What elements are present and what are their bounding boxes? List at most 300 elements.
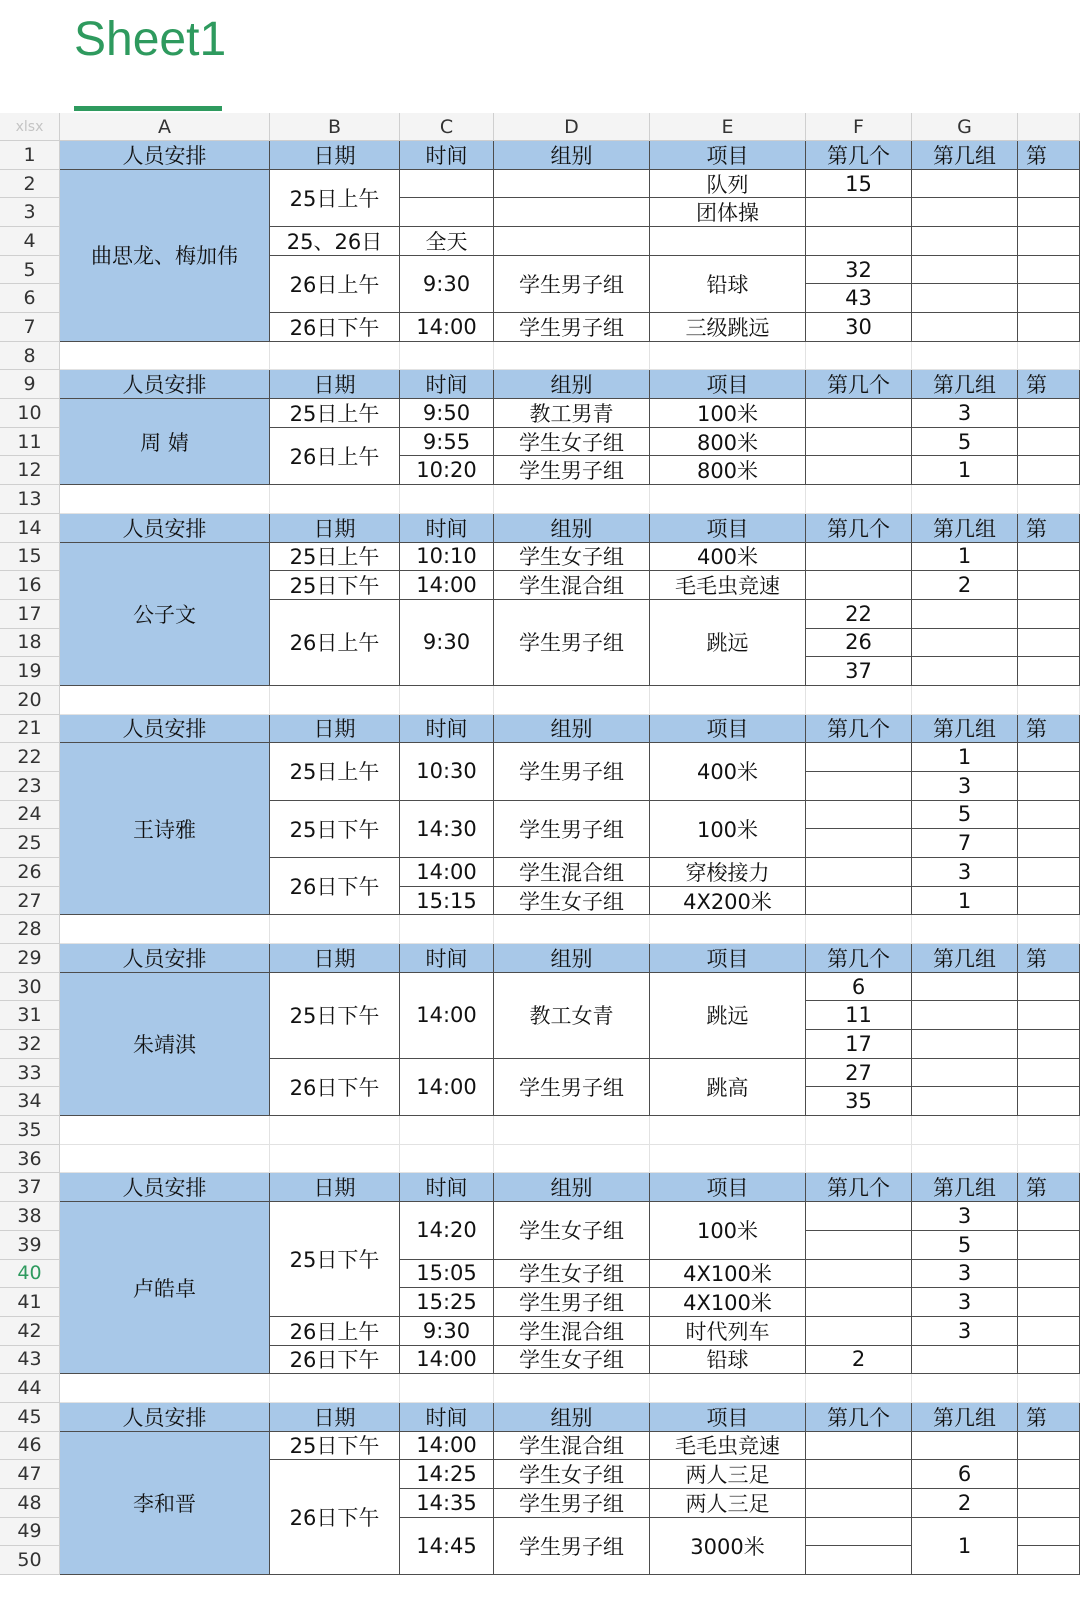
- team-cell[interactable]: 5: [912, 801, 1018, 830]
- column-header-e[interactable]: E: [650, 113, 806, 141]
- column-header-h[interactable]: [1018, 113, 1080, 141]
- empty-cell[interactable]: [494, 915, 650, 944]
- row-header-23[interactable]: 23: [0, 772, 60, 801]
- empty-cell[interactable]: [400, 686, 494, 715]
- time-cell[interactable]: 14:00: [400, 973, 494, 1059]
- number-cell[interactable]: 43: [806, 284, 912, 313]
- item-cell[interactable]: 4X100米: [650, 1288, 806, 1317]
- column-header-a[interactable]: A: [60, 113, 270, 141]
- empty-cell[interactable]: [270, 1116, 400, 1145]
- date-cell[interactable]: 26日下午: [270, 1059, 400, 1116]
- empty-cell[interactable]: [650, 1116, 806, 1145]
- empty-cell[interactable]: [912, 1374, 1018, 1403]
- empty-cell[interactable]: [1018, 1087, 1080, 1116]
- empty-cell[interactable]: [650, 686, 806, 715]
- number-cell[interactable]: 26: [806, 629, 912, 658]
- empty-cell[interactable]: [1018, 227, 1080, 256]
- item-cell[interactable]: [650, 227, 806, 256]
- empty-cell[interactable]: [912, 1116, 1018, 1145]
- header-cell-3[interactable]: 时间: [400, 1173, 494, 1202]
- number-cell[interactable]: [806, 1288, 912, 1317]
- empty-cell[interactable]: [270, 485, 400, 514]
- row-header-12[interactable]: 12: [0, 456, 60, 485]
- number-cell[interactable]: [806, 1260, 912, 1289]
- empty-cell[interactable]: [60, 915, 270, 944]
- team-cell[interactable]: 7: [912, 829, 1018, 858]
- time-cell[interactable]: 14:45: [400, 1518, 494, 1575]
- number-cell[interactable]: 32: [806, 256, 912, 285]
- team-cell[interactable]: 3: [912, 858, 1018, 887]
- row-header-39[interactable]: 39: [0, 1231, 60, 1260]
- team-cell[interactable]: 3: [912, 772, 1018, 801]
- header-cell-7[interactable]: 第几组: [912, 1403, 1018, 1432]
- empty-cell[interactable]: [650, 485, 806, 514]
- team-cell[interactable]: 5: [912, 428, 1018, 457]
- header-cell-2[interactable]: 日期: [270, 370, 400, 399]
- row-header-21[interactable]: 21: [0, 715, 60, 744]
- time-cell[interactable]: 10:20: [400, 456, 494, 485]
- header-cell-7[interactable]: 第几组: [912, 141, 1018, 170]
- empty-cell[interactable]: [494, 485, 650, 514]
- empty-cell[interactable]: [1018, 600, 1080, 629]
- group-cell[interactable]: 学生女子组: [494, 1346, 650, 1375]
- empty-cell[interactable]: [494, 1116, 650, 1145]
- empty-cell[interactable]: [1018, 571, 1080, 600]
- empty-cell[interactable]: [1018, 629, 1080, 658]
- group-cell[interactable]: 学生男子组: [494, 313, 650, 342]
- time-cell[interactable]: 14:35: [400, 1489, 494, 1518]
- empty-cell[interactable]: [650, 915, 806, 944]
- group-cell[interactable]: 学生男子组: [494, 1489, 650, 1518]
- column-header-d[interactable]: D: [494, 113, 650, 141]
- header-cell-3[interactable]: 时间: [400, 944, 494, 973]
- empty-cell[interactable]: [1018, 256, 1080, 285]
- number-cell[interactable]: 15: [806, 170, 912, 199]
- empty-cell[interactable]: [650, 1145, 806, 1174]
- empty-cell[interactable]: [494, 1145, 650, 1174]
- empty-cell[interactable]: [1018, 657, 1080, 686]
- item-cell[interactable]: 跳远: [650, 600, 806, 686]
- row-header-5[interactable]: 5: [0, 256, 60, 285]
- item-cell[interactable]: 队列: [650, 170, 806, 199]
- group-cell[interactable]: 学生男子组: [494, 1288, 650, 1317]
- empty-cell[interactable]: [1018, 313, 1080, 342]
- group-cell[interactable]: 学生男子组: [494, 801, 650, 858]
- empty-cell[interactable]: [912, 342, 1018, 371]
- row-header-1[interactable]: 1: [0, 141, 60, 170]
- row-header-43[interactable]: 43: [0, 1346, 60, 1375]
- item-cell[interactable]: 铅球: [650, 256, 806, 313]
- number-cell[interactable]: 17: [806, 1030, 912, 1059]
- time-cell[interactable]: 14:30: [400, 801, 494, 858]
- header-cell-7[interactable]: 第几组: [912, 944, 1018, 973]
- number-cell[interactable]: 2: [806, 1346, 912, 1375]
- header-cell-2[interactable]: 日期: [270, 944, 400, 973]
- team-cell[interactable]: [912, 227, 1018, 256]
- number-cell[interactable]: [806, 887, 912, 916]
- time-cell[interactable]: 15:25: [400, 1288, 494, 1317]
- empty-cell[interactable]: [1018, 1116, 1080, 1145]
- empty-cell[interactable]: [494, 1374, 650, 1403]
- column-header-b[interactable]: B: [270, 113, 400, 141]
- item-cell[interactable]: 100米: [650, 801, 806, 858]
- group-cell[interactable]: 学生混合组: [494, 571, 650, 600]
- staff-name-cell[interactable]: 卢皓卓: [60, 1202, 270, 1374]
- header-cell-3[interactable]: 时间: [400, 715, 494, 744]
- number-cell[interactable]: [806, 743, 912, 772]
- number-cell[interactable]: [806, 198, 912, 227]
- number-cell[interactable]: [806, 227, 912, 256]
- header-cell-3[interactable]: 时间: [400, 514, 494, 543]
- team-cell[interactable]: 3: [912, 1317, 1018, 1346]
- date-cell[interactable]: 25日下午: [270, 1202, 400, 1317]
- empty-cell[interactable]: [60, 1374, 270, 1403]
- row-header-15[interactable]: 15: [0, 543, 60, 572]
- staff-name-cell[interactable]: 朱靖淇: [60, 973, 270, 1116]
- empty-cell[interactable]: [60, 485, 270, 514]
- group-cell[interactable]: [494, 227, 650, 256]
- empty-cell[interactable]: [400, 915, 494, 944]
- time-cell[interactable]: 10:10: [400, 543, 494, 572]
- group-cell[interactable]: 教工女青: [494, 973, 650, 1059]
- row-header-27[interactable]: 27: [0, 887, 60, 916]
- header-cell-1[interactable]: 人员安排: [60, 944, 270, 973]
- empty-cell[interactable]: [60, 1145, 270, 1174]
- header-cell-partial[interactable]: 第: [1018, 141, 1080, 170]
- empty-cell[interactable]: [1018, 1288, 1080, 1317]
- header-cell-1[interactable]: 人员安排: [60, 370, 270, 399]
- team-cell[interactable]: 1: [912, 887, 1018, 916]
- empty-cell[interactable]: [1018, 1059, 1080, 1088]
- row-header-18[interactable]: 18: [0, 629, 60, 658]
- number-cell[interactable]: [806, 543, 912, 572]
- header-cell-7[interactable]: 第几组: [912, 514, 1018, 543]
- empty-cell[interactable]: [1018, 772, 1080, 801]
- row-header-38[interactable]: 38: [0, 1202, 60, 1231]
- team-cell[interactable]: [912, 313, 1018, 342]
- row-header-40[interactable]: 40: [0, 1260, 60, 1289]
- staff-name-cell[interactable]: 周 婧: [60, 399, 270, 485]
- row-header-10[interactable]: 10: [0, 399, 60, 428]
- date-cell[interactable]: 25日下午: [270, 571, 400, 600]
- row-header-14[interactable]: 14: [0, 514, 60, 543]
- row-header-36[interactable]: 36: [0, 1145, 60, 1174]
- empty-cell[interactable]: [400, 1116, 494, 1145]
- time-cell[interactable]: 15:15: [400, 887, 494, 916]
- row-header-46[interactable]: 46: [0, 1432, 60, 1461]
- time-cell[interactable]: 9:55: [400, 428, 494, 457]
- empty-cell[interactable]: [1018, 428, 1080, 457]
- row-header-13[interactable]: 13: [0, 485, 60, 514]
- header-cell-1[interactable]: 人员安排: [60, 141, 270, 170]
- staff-name-cell[interactable]: 李和晋: [60, 1432, 270, 1575]
- number-cell[interactable]: 22: [806, 600, 912, 629]
- row-header-45[interactable]: 45: [0, 1403, 60, 1432]
- item-cell[interactable]: 400米: [650, 743, 806, 800]
- team-cell[interactable]: [912, 1001, 1018, 1030]
- group-cell[interactable]: [494, 198, 650, 227]
- team-cell[interactable]: [912, 657, 1018, 686]
- team-cell[interactable]: [912, 1030, 1018, 1059]
- row-header-8[interactable]: 8: [0, 342, 60, 371]
- empty-cell[interactable]: [1018, 1030, 1080, 1059]
- empty-cell[interactable]: [806, 1145, 912, 1174]
- number-cell[interactable]: 30: [806, 313, 912, 342]
- item-cell[interactable]: 3000米: [650, 1518, 806, 1575]
- column-header-f[interactable]: F: [806, 113, 912, 141]
- empty-cell[interactable]: [1018, 1374, 1080, 1403]
- number-cell[interactable]: [806, 456, 912, 485]
- number-cell[interactable]: [806, 829, 912, 858]
- time-cell[interactable]: [400, 198, 494, 227]
- date-cell[interactable]: 26日上午: [270, 428, 400, 485]
- empty-cell[interactable]: [1018, 284, 1080, 313]
- row-header-50[interactable]: 50: [0, 1546, 60, 1575]
- time-cell[interactable]: 14:00: [400, 1346, 494, 1375]
- empty-cell[interactable]: [806, 1374, 912, 1403]
- empty-cell[interactable]: [1018, 1145, 1080, 1174]
- header-cell-6[interactable]: 第几个: [806, 1173, 912, 1202]
- header-cell-6[interactable]: 第几个: [806, 514, 912, 543]
- header-cell-partial[interactable]: 第: [1018, 514, 1080, 543]
- time-cell[interactable]: 全天: [400, 227, 494, 256]
- time-cell[interactable]: 14:00: [400, 1432, 494, 1461]
- row-header-31[interactable]: 31: [0, 1001, 60, 1030]
- staff-name-cell[interactable]: 公子文: [60, 543, 270, 686]
- header-cell-4[interactable]: 组别: [494, 514, 650, 543]
- empty-cell[interactable]: [912, 485, 1018, 514]
- empty-cell[interactable]: [650, 342, 806, 371]
- team-cell[interactable]: [912, 284, 1018, 313]
- empty-cell[interactable]: [912, 686, 1018, 715]
- empty-cell[interactable]: [270, 686, 400, 715]
- header-cell-4[interactable]: 组别: [494, 141, 650, 170]
- row-header-35[interactable]: 35: [0, 1116, 60, 1145]
- staff-name-cell[interactable]: 曲思龙、梅加伟: [60, 170, 270, 342]
- item-cell[interactable]: 4X200米: [650, 887, 806, 916]
- group-cell[interactable]: 学生男子组: [494, 456, 650, 485]
- group-cell[interactable]: 学生混合组: [494, 1317, 650, 1346]
- date-cell[interactable]: 25日下午: [270, 801, 400, 858]
- item-cell[interactable]: 毛毛虫竞速: [650, 1432, 806, 1461]
- column-header-g[interactable]: G: [912, 113, 1018, 141]
- header-cell-2[interactable]: 日期: [270, 1403, 400, 1432]
- empty-cell[interactable]: [1018, 399, 1080, 428]
- row-header-48[interactable]: 48: [0, 1489, 60, 1518]
- empty-cell[interactable]: [806, 342, 912, 371]
- header-cell-7[interactable]: 第几组: [912, 715, 1018, 744]
- empty-cell[interactable]: [1018, 1432, 1080, 1461]
- empty-cell[interactable]: [60, 1116, 270, 1145]
- item-cell[interactable]: 毛毛虫竞速: [650, 571, 806, 600]
- date-cell[interactable]: 25日下午: [270, 973, 400, 1059]
- time-cell[interactable]: 14:25: [400, 1460, 494, 1489]
- row-header-42[interactable]: 42: [0, 1317, 60, 1346]
- empty-cell[interactable]: [1018, 829, 1080, 858]
- header-cell-1[interactable]: 人员安排: [60, 1403, 270, 1432]
- team-cell[interactable]: 2: [912, 1489, 1018, 1518]
- team-cell[interactable]: 5: [912, 1231, 1018, 1260]
- time-cell[interactable]: 9:30: [400, 600, 494, 686]
- empty-cell[interactable]: [1018, 686, 1080, 715]
- empty-cell[interactable]: [1018, 1489, 1080, 1518]
- time-cell[interactable]: 14:00: [400, 1059, 494, 1116]
- row-header-22[interactable]: 22: [0, 743, 60, 772]
- date-cell[interactable]: 26日上午: [270, 256, 400, 313]
- empty-cell[interactable]: [1018, 198, 1080, 227]
- item-cell[interactable]: 团体操: [650, 198, 806, 227]
- empty-cell[interactable]: [1018, 1231, 1080, 1260]
- header-cell-1[interactable]: 人员安排: [60, 514, 270, 543]
- number-cell[interactable]: [806, 1432, 912, 1461]
- empty-cell[interactable]: [1018, 1317, 1080, 1346]
- group-cell[interactable]: [494, 170, 650, 199]
- group-cell[interactable]: 学生女子组: [494, 1260, 650, 1289]
- team-cell[interactable]: 3: [912, 1260, 1018, 1289]
- row-header-32[interactable]: 32: [0, 1030, 60, 1059]
- number-cell[interactable]: 6: [806, 973, 912, 1002]
- empty-cell[interactable]: [400, 1145, 494, 1174]
- empty-cell[interactable]: [1018, 1260, 1080, 1289]
- team-cell[interactable]: [912, 1087, 1018, 1116]
- header-cell-2[interactable]: 日期: [270, 715, 400, 744]
- header-cell-1[interactable]: 人员安排: [60, 1173, 270, 1202]
- number-cell[interactable]: [806, 1489, 912, 1518]
- header-cell-4[interactable]: 组别: [494, 944, 650, 973]
- team-cell[interactable]: [912, 198, 1018, 227]
- select-all-corner[interactable]: xlsx: [0, 113, 60, 141]
- item-cell[interactable]: 两人三足: [650, 1489, 806, 1518]
- time-cell[interactable]: 14:00: [400, 858, 494, 887]
- empty-cell[interactable]: [1018, 1460, 1080, 1489]
- empty-cell[interactable]: [400, 342, 494, 371]
- empty-cell[interactable]: [1018, 342, 1080, 371]
- empty-cell[interactable]: [806, 1116, 912, 1145]
- row-header-7[interactable]: 7: [0, 313, 60, 342]
- empty-cell[interactable]: [270, 1145, 400, 1174]
- header-cell-5[interactable]: 项目: [650, 514, 806, 543]
- empty-cell[interactable]: [1018, 543, 1080, 572]
- column-header-c[interactable]: C: [400, 113, 494, 141]
- row-header-47[interactable]: 47: [0, 1460, 60, 1489]
- date-cell[interactable]: 26日下午: [270, 1346, 400, 1375]
- header-cell-partial[interactable]: 第: [1018, 944, 1080, 973]
- row-header-4[interactable]: 4: [0, 227, 60, 256]
- team-cell[interactable]: [912, 1346, 1018, 1375]
- header-cell-1[interactable]: 人员安排: [60, 715, 270, 744]
- date-cell[interactable]: 25日下午: [270, 1432, 400, 1461]
- empty-cell[interactable]: [912, 915, 1018, 944]
- header-cell-5[interactable]: 项目: [650, 944, 806, 973]
- header-cell-4[interactable]: 组别: [494, 370, 650, 399]
- group-cell[interactable]: 教工男青: [494, 399, 650, 428]
- row-header-41[interactable]: 41: [0, 1288, 60, 1317]
- empty-cell[interactable]: [1018, 1546, 1080, 1575]
- number-cell[interactable]: [806, 1202, 912, 1231]
- header-cell-2[interactable]: 日期: [270, 514, 400, 543]
- item-cell[interactable]: 100米: [650, 399, 806, 428]
- row-header-26[interactable]: 26: [0, 858, 60, 887]
- number-cell[interactable]: [806, 399, 912, 428]
- number-cell[interactable]: [806, 428, 912, 457]
- team-cell[interactable]: [912, 1059, 1018, 1088]
- team-cell[interactable]: 3: [912, 1202, 1018, 1231]
- header-cell-5[interactable]: 项目: [650, 1403, 806, 1432]
- empty-cell[interactable]: [270, 342, 400, 371]
- empty-cell[interactable]: [1018, 485, 1080, 514]
- header-cell-6[interactable]: 第几个: [806, 944, 912, 973]
- empty-cell[interactable]: [1018, 1001, 1080, 1030]
- row-header-20[interactable]: 20: [0, 686, 60, 715]
- item-cell[interactable]: 两人三足: [650, 1460, 806, 1489]
- staff-name-cell[interactable]: 王诗雅: [60, 743, 270, 915]
- team-cell[interactable]: 3: [912, 1288, 1018, 1317]
- team-cell[interactable]: 1: [912, 743, 1018, 772]
- time-cell[interactable]: 9:30: [400, 256, 494, 313]
- empty-cell[interactable]: [1018, 887, 1080, 916]
- header-cell-5[interactable]: 项目: [650, 1173, 806, 1202]
- empty-cell[interactable]: [650, 1374, 806, 1403]
- row-header-6[interactable]: 6: [0, 284, 60, 313]
- header-cell-3[interactable]: 时间: [400, 370, 494, 399]
- time-cell[interactable]: 10:30: [400, 743, 494, 800]
- team-cell[interactable]: 3: [912, 399, 1018, 428]
- empty-cell[interactable]: [1018, 858, 1080, 887]
- empty-cell[interactable]: [1018, 1346, 1080, 1375]
- item-cell[interactable]: 800米: [650, 428, 806, 457]
- time-cell[interactable]: 9:50: [400, 399, 494, 428]
- row-header-34[interactable]: 34: [0, 1087, 60, 1116]
- date-cell[interactable]: 26日下午: [270, 1460, 400, 1575]
- time-cell[interactable]: 14:00: [400, 571, 494, 600]
- item-cell[interactable]: 时代列车: [650, 1317, 806, 1346]
- header-cell-3[interactable]: 时间: [400, 1403, 494, 1432]
- group-cell[interactable]: 学生女子组: [494, 1202, 650, 1259]
- header-cell-5[interactable]: 项目: [650, 141, 806, 170]
- date-cell[interactable]: 26日下午: [270, 858, 400, 915]
- item-cell[interactable]: 穿梭接力: [650, 858, 806, 887]
- date-cell[interactable]: 25日上午: [270, 399, 400, 428]
- item-cell[interactable]: 三级跳远: [650, 313, 806, 342]
- empty-cell[interactable]: [806, 915, 912, 944]
- row-header-11[interactable]: 11: [0, 428, 60, 457]
- time-cell[interactable]: [400, 170, 494, 199]
- header-cell-partial[interactable]: 第: [1018, 1173, 1080, 1202]
- group-cell[interactable]: 学生男子组: [494, 1518, 650, 1575]
- team-cell[interactable]: 1: [912, 1518, 1018, 1575]
- group-cell[interactable]: 学生混合组: [494, 1432, 650, 1461]
- empty-cell[interactable]: [806, 686, 912, 715]
- row-header-44[interactable]: 44: [0, 1374, 60, 1403]
- team-cell[interactable]: [912, 973, 1018, 1002]
- header-cell-partial[interactable]: 第: [1018, 1403, 1080, 1432]
- row-header-3[interactable]: 3: [0, 198, 60, 227]
- number-cell[interactable]: [806, 858, 912, 887]
- date-cell[interactable]: 25日上午: [270, 170, 400, 227]
- team-cell[interactable]: [912, 600, 1018, 629]
- row-header-49[interactable]: 49: [0, 1518, 60, 1547]
- number-cell[interactable]: [806, 1231, 912, 1260]
- time-cell[interactable]: 14:20: [400, 1202, 494, 1259]
- row-header-16[interactable]: 16: [0, 571, 60, 600]
- group-cell[interactable]: 学生女子组: [494, 1460, 650, 1489]
- empty-cell[interactable]: [912, 1145, 1018, 1174]
- empty-cell[interactable]: [60, 342, 270, 371]
- group-cell[interactable]: 学生男子组: [494, 600, 650, 686]
- item-cell[interactable]: 跳高: [650, 1059, 806, 1116]
- empty-cell[interactable]: [270, 915, 400, 944]
- sheet-tab-sheet1[interactable]: Sheet1: [74, 13, 227, 66]
